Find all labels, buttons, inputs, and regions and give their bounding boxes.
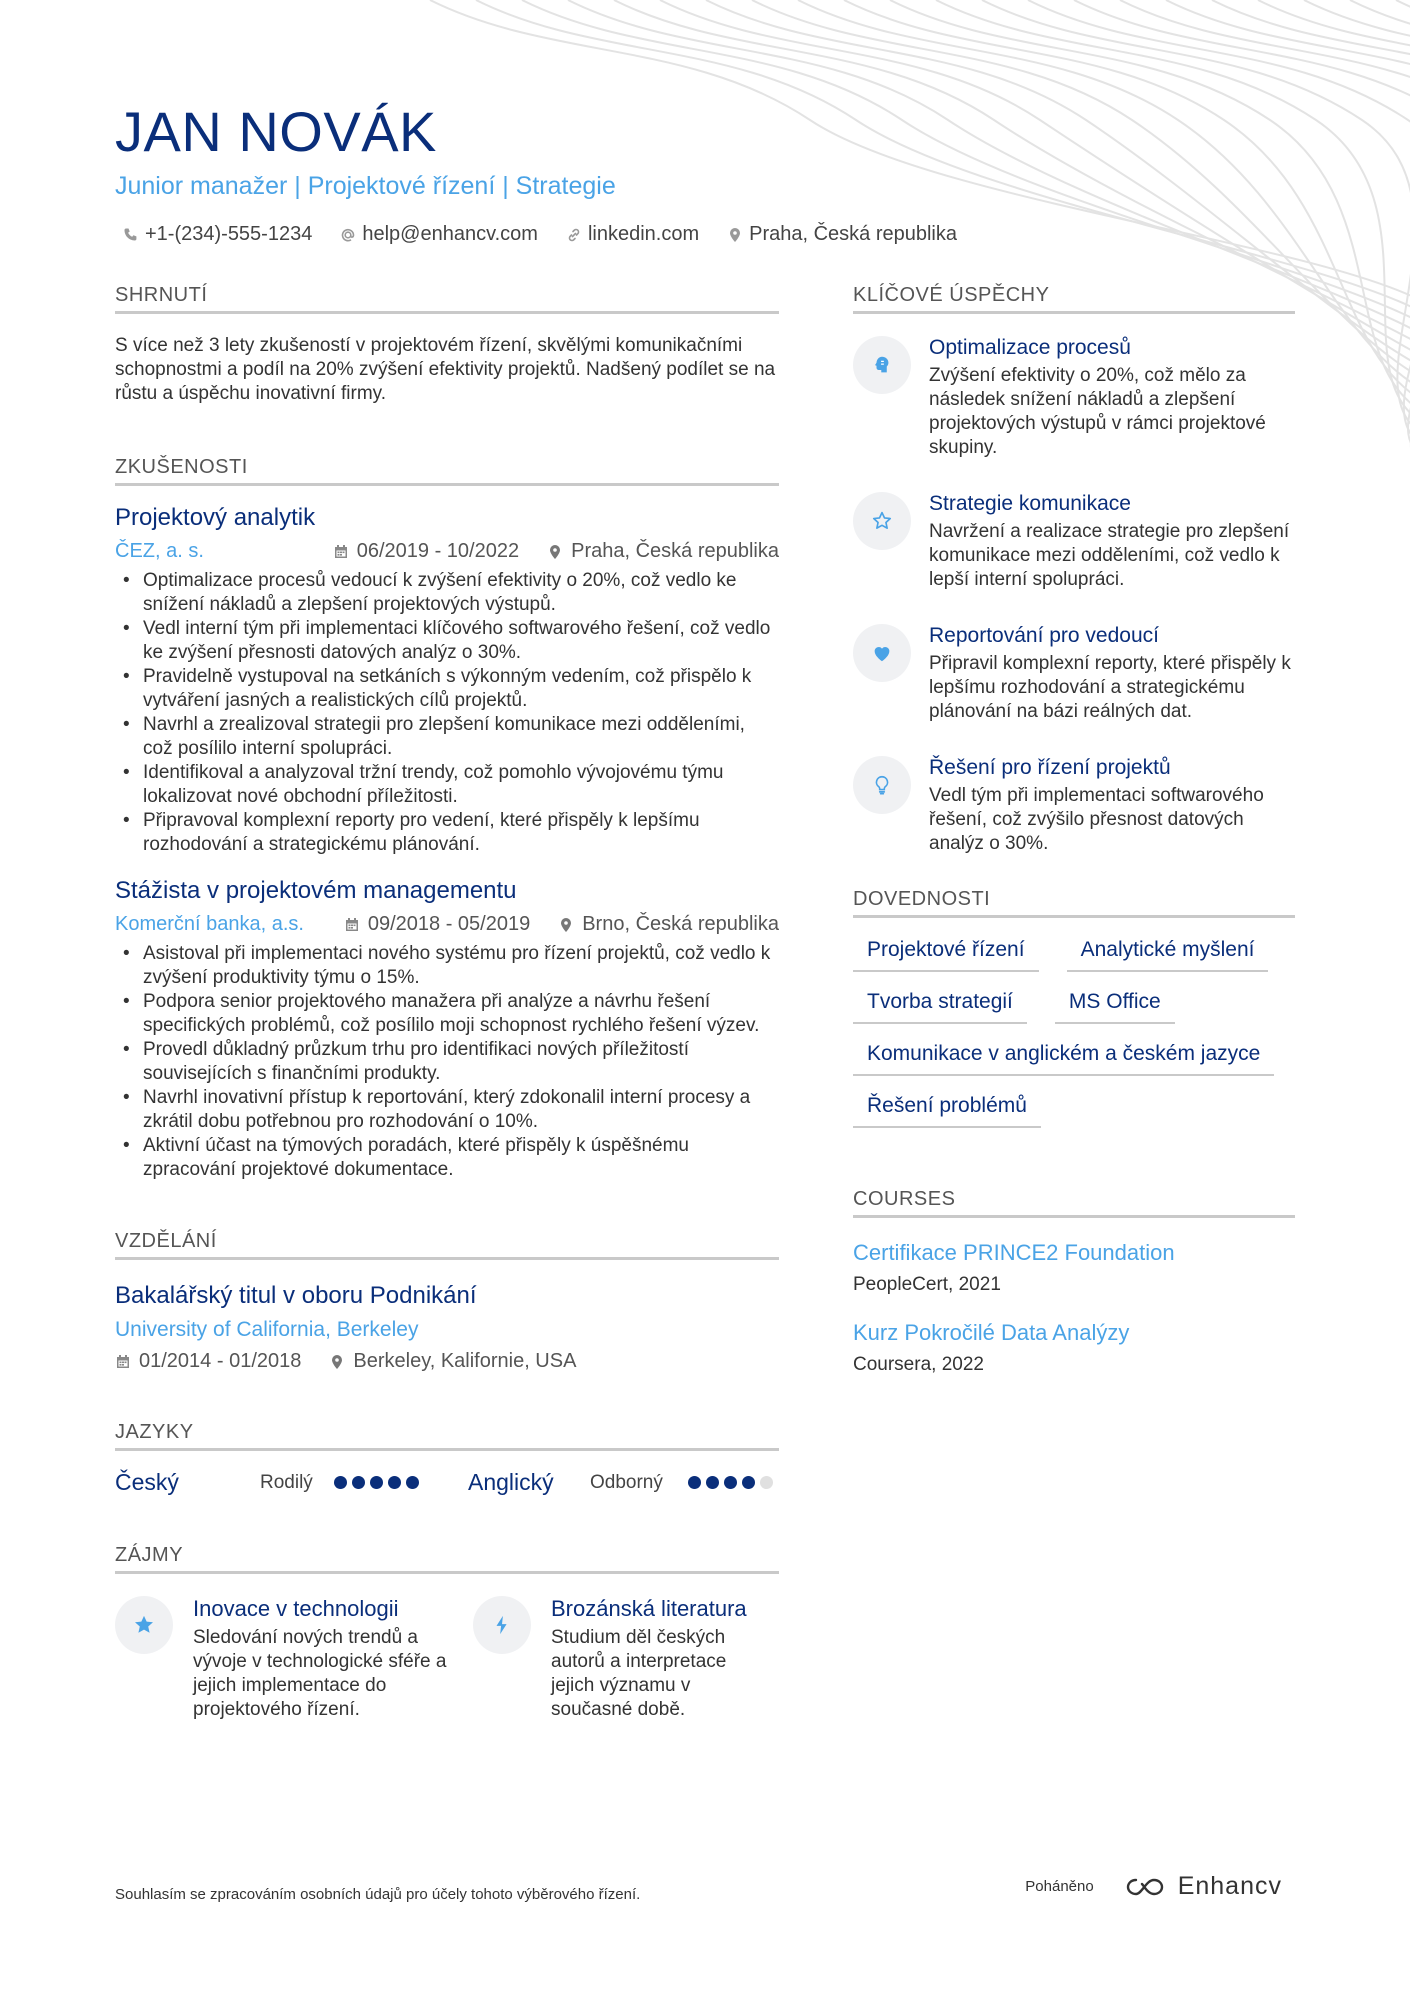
job-dates-text: 09/2018 - 05/2019 bbox=[367, 913, 531, 935]
job-entry bbox=[115, 504, 779, 857]
course-item bbox=[853, 1320, 1295, 1376]
candidate-name: JAN NOVÁK bbox=[115, 100, 437, 163]
experience-section bbox=[115, 456, 779, 1182]
rating-dot-filled bbox=[706, 1476, 719, 1489]
star-outline-icon bbox=[871, 510, 893, 532]
at-icon bbox=[340, 227, 356, 243]
star-icon bbox=[133, 1614, 155, 1636]
education-dates bbox=[115, 1350, 301, 1373]
link-icon bbox=[566, 227, 582, 243]
interest-icon-circle bbox=[473, 1596, 531, 1654]
interests-list bbox=[115, 1596, 779, 1722]
rating-dot-filled bbox=[406, 1476, 419, 1489]
rating-dot-filled bbox=[724, 1476, 737, 1489]
job-meta bbox=[115, 913, 779, 936]
achievement-icon-circle bbox=[853, 492, 911, 550]
courses-title: COURSES bbox=[853, 1188, 1295, 1218]
achievement-desc: Připravil komplexní reporty, které přispěly k lepšímu rozhodování a strategickému plánování na bázi reálných dat. bbox=[929, 653, 1291, 722]
job-meta-details bbox=[333, 540, 779, 563]
achievements-section bbox=[853, 284, 1295, 856]
rating-dot-filled bbox=[334, 1476, 347, 1489]
contact-location bbox=[727, 223, 957, 246]
job-company: Komerční banka, a.s. bbox=[115, 913, 304, 935]
candidate-tagline: Junior manažer | Projektové řízení | Strategie bbox=[115, 172, 616, 200]
infinity-logo-icon bbox=[1124, 1875, 1170, 1899]
right-column bbox=[853, 284, 1295, 1376]
education-location-text: Berkeley, Kalifornie, USA bbox=[353, 1350, 577, 1372]
wave-line bbox=[1350, 0, 1410, 520]
enhancv-logo bbox=[1124, 1872, 1282, 1901]
languages-title: JAZYKY bbox=[115, 1421, 779, 1451]
achievement-icon-circle bbox=[853, 336, 911, 394]
job-bullet: • Provedl důkladný průzkum trhu pro identifikaci nových příležitostí souvisejících s finančními produkty. bbox=[115, 1038, 779, 1086]
wave-line bbox=[1396, 0, 1410, 531]
job-location bbox=[558, 913, 779, 936]
job-location-text: Brno, Česká republika bbox=[582, 913, 779, 935]
job-dates-text: 06/2019 - 10/2022 bbox=[356, 540, 520, 562]
job-bullet: • Připravoval komplexní reporty pro vedení, které přispěly k lepšímu rozhodování a strategickému plánování. bbox=[115, 809, 779, 857]
course-title: Kurz Pokročilé Data Analýzy bbox=[853, 1320, 1130, 1345]
achievement-icon-circle bbox=[853, 756, 911, 814]
rating-dot-filled bbox=[388, 1476, 401, 1489]
interest-desc: Studium děl českých autorů a interpretace jejich významu v současné době. bbox=[551, 1627, 727, 1720]
bolt-icon bbox=[491, 1614, 513, 1636]
job-bullet: • Pravidelně vystupoval na setkáních s výkonným vedením, což přispělo k vytváření jasných a realistických cílů projektů. bbox=[115, 665, 779, 713]
location-text: Praha, Česká republika bbox=[749, 223, 957, 245]
consent-text: Souhlasím se zpracováním osobních údajů pro účely tohoto výběrového řízení. bbox=[115, 1886, 641, 1903]
skills-title: DOVEDNOSTI bbox=[853, 888, 1295, 918]
job-bullet: • Asistoval při implementaci nového systému pro řízení projektů, což vedlo k zvýšení produktivity týmu o 15%. bbox=[115, 942, 779, 990]
achievement-desc: Vedl tým při implementaci softwarového řešení, což zvýšilo přesnost datových analýz o 30%. bbox=[929, 785, 1264, 854]
achievement-title: Strategie komunikace bbox=[929, 492, 1131, 515]
skill-tag: MS Office bbox=[1055, 990, 1175, 1024]
job-meta-details bbox=[344, 913, 779, 936]
skills-section bbox=[853, 888, 1295, 1128]
language-level: Rodilý bbox=[260, 1471, 313, 1493]
phone-icon bbox=[123, 227, 139, 243]
achievements-title: KLÍČOVÉ ÚSPĚCHY bbox=[853, 284, 1295, 314]
contact-phone[interactable] bbox=[123, 223, 312, 246]
achievement-title: Optimalizace procesů bbox=[929, 336, 1131, 359]
achievement-title: Reportování pro vedoucí bbox=[929, 624, 1159, 647]
skill-tag: Analytické myšlení bbox=[1067, 938, 1269, 972]
job-bullet: • Optimalizace procesů vedoucí k zvýšení efektivity o 20%, což vedlo ke snížení nákladů a zlepšení projektových výstupů. bbox=[115, 569, 779, 617]
job-bullets bbox=[115, 569, 779, 857]
contact-row bbox=[115, 223, 1115, 246]
summary-title: SHRNUTÍ bbox=[115, 284, 779, 314]
achievement-desc: Navržení a realizace strategie pro zlepšení komunikace mezi odděleními, což vedlo k lepší interní spolupráci. bbox=[929, 521, 1290, 590]
contact-linkedin[interactable] bbox=[566, 223, 699, 246]
location-pin-icon bbox=[558, 917, 574, 933]
skill-tag: Tvorba strategií bbox=[853, 990, 1027, 1024]
achievement-title: Řešení pro řízení projektů bbox=[929, 756, 1171, 779]
interest-item bbox=[473, 1596, 773, 1722]
job-dates bbox=[333, 540, 519, 563]
phone-text: +1-(234)-555-1234 bbox=[145, 223, 313, 245]
brain-icon bbox=[871, 354, 893, 376]
interest-icon-circle bbox=[115, 1596, 173, 1654]
education-school: University of California, Berkeley bbox=[115, 1318, 419, 1341]
job-entry bbox=[115, 877, 779, 1182]
calendar-icon bbox=[333, 544, 349, 560]
brand-name: Enhancv bbox=[1177, 1872, 1282, 1900]
job-meta bbox=[115, 540, 779, 563]
course-org: PeopleCert, 2021 bbox=[853, 1274, 1001, 1295]
languages-row bbox=[115, 1469, 779, 1496]
calendar-icon bbox=[344, 917, 360, 933]
language-level: Odborný bbox=[590, 1471, 663, 1493]
skill-tag: Projektové řízení bbox=[853, 938, 1039, 972]
linkedin-text: linkedin.com bbox=[587, 223, 700, 245]
resume-header bbox=[115, 100, 1115, 246]
job-title: Stážista v projektovém managementu bbox=[115, 877, 517, 904]
language-name: Anglický bbox=[468, 1469, 554, 1495]
lightbulb-icon bbox=[871, 774, 893, 796]
summary-text: S více než 3 lety zkušeností v projektovém řízení, skvělými komunikačními schopnostmi a podíl na 20% zvýšení efektivity projektů. Nadšený podílet se na růstu a úspěchu inovativní firmy. bbox=[115, 335, 776, 404]
email-text: help@enhancv.com bbox=[362, 223, 538, 245]
languages-section bbox=[115, 1421, 779, 1496]
calendar-icon bbox=[115, 1354, 131, 1370]
interest-title: Inovace v technologii bbox=[193, 1596, 399, 1621]
job-location-text: Praha, Česká republika bbox=[571, 540, 779, 562]
job-title: Projektový analytik bbox=[115, 504, 316, 531]
left-column bbox=[115, 284, 779, 1722]
skills-list bbox=[853, 938, 1295, 1128]
job-location bbox=[547, 540, 779, 563]
education-dates-text: 01/2014 - 01/2018 bbox=[139, 1350, 302, 1372]
job-bullet: • Identifikoval a analyzoval tržní trendy, což pomohlo vývojovému týmu lokalizovat nové obchodní příležitosti. bbox=[115, 761, 779, 809]
rating-dot-filled bbox=[742, 1476, 755, 1489]
achievement-item bbox=[853, 756, 1295, 856]
summary-section bbox=[115, 284, 779, 406]
job-bullet: • Vedl interní tým při implementaci klíčového softwarového řešení, což vedlo ke zvýšení přesnosti datových analýz o 30%. bbox=[115, 617, 779, 665]
courses-section bbox=[853, 1188, 1295, 1376]
rating-dot-filled bbox=[352, 1476, 365, 1489]
achievement-item bbox=[853, 624, 1295, 724]
education-title: VZDĚLÁNÍ bbox=[115, 1230, 779, 1260]
job-bullet: • Navrhl a zrealizoval strategii pro zlepšení komunikace mezi odděleními, což posílilo interní spolupráci. bbox=[115, 713, 779, 761]
rating-dot-filled bbox=[370, 1476, 383, 1489]
interests-title: ZÁJMY bbox=[115, 1544, 779, 1574]
education-degree: Bakalářský titul v oboru Podnikání bbox=[115, 1282, 477, 1309]
achievement-desc: Zvýšení efektivity o 20%, což mělo za následek snížení nákladů a zlepšení projektových výstupů v rámci projektové skupiny. bbox=[929, 365, 1266, 458]
education-location bbox=[329, 1350, 576, 1373]
skill-tag: Komunikace v anglickém a českém jazyce bbox=[853, 1042, 1274, 1076]
rating-dot-empty bbox=[760, 1476, 773, 1489]
language-rating bbox=[688, 1476, 773, 1489]
wave-line bbox=[1304, 0, 1410, 509]
experience-title: ZKUŠENOSTI bbox=[115, 456, 779, 486]
location-pin-icon bbox=[547, 544, 563, 560]
location-pin-icon bbox=[329, 1354, 345, 1370]
education-meta bbox=[115, 1350, 779, 1373]
achievement-item bbox=[853, 492, 1295, 592]
powered-by-label: Poháněno bbox=[1025, 1878, 1094, 1895]
rating-dot-filled bbox=[688, 1476, 701, 1489]
job-bullet: • Podpora senior projektového manažera při analýze a návrhu řešení specifických problémů, což posílilo moji schopnost rychlého řešení výzev. bbox=[115, 990, 779, 1038]
achievement-icon-circle bbox=[853, 624, 911, 682]
branding[interactable] bbox=[1025, 1872, 1282, 1901]
job-bullet: • Navrhl inovativní přístup k reportování, který zdokonalil interní procesy a zkrátil dobu potřebnou pro rozhodování o 10%. bbox=[115, 1086, 779, 1134]
course-item bbox=[853, 1240, 1295, 1296]
achievement-item bbox=[853, 336, 1295, 460]
contact-email[interactable] bbox=[340, 223, 538, 246]
interests-section bbox=[115, 1544, 779, 1722]
job-bullets bbox=[115, 942, 779, 1182]
language-rating bbox=[334, 1476, 468, 1489]
interest-item bbox=[115, 1596, 455, 1722]
interest-desc: Sledování nových trendů a vývoje v technologické sféře a jejich implementace do projektového řízení. bbox=[193, 1627, 447, 1720]
interest-title: Brozánská literatura bbox=[551, 1596, 747, 1621]
course-org: Coursera, 2022 bbox=[853, 1354, 984, 1375]
course-title: Certifikace PRINCE2 Foundation bbox=[853, 1240, 1175, 1265]
skill-tag: Řešení problémů bbox=[853, 1094, 1041, 1128]
education-section bbox=[115, 1230, 779, 1373]
heart-icon bbox=[871, 642, 893, 664]
job-bullet: • Aktivní účast na týmových poradách, které přispěly k úspěšnému zpracování projektové dokumentace. bbox=[115, 1134, 779, 1182]
language-name: Český bbox=[115, 1469, 179, 1495]
job-company: ČEZ, a. s. bbox=[115, 540, 204, 562]
job-dates bbox=[344, 913, 530, 936]
location-pin-icon bbox=[727, 227, 743, 243]
